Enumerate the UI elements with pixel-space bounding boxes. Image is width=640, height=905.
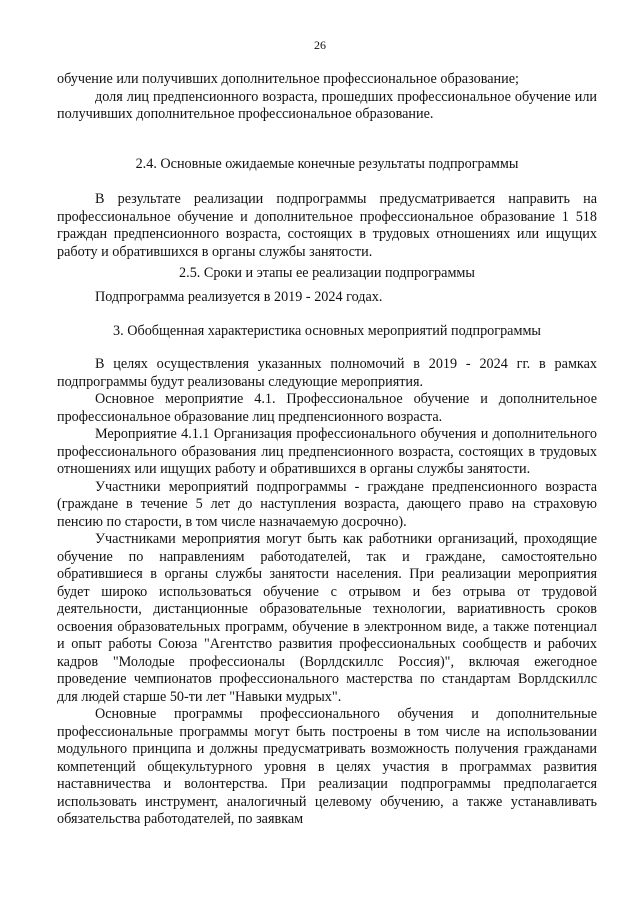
top-list [57, 71, 597, 124]
section-heading: 3. Обобщенная характеристика основных мероприятий подпрограммы [113, 323, 541, 339]
paragraph: В целях осуществления указанных полномочий в 2019 - 2024 гг. в рамках подпрограммы будут реализованы следующие мероприятия. [57, 356, 597, 390]
section-3-body [57, 356, 597, 829]
section-heading: 2.4. Основные ожидаемые конечные результаты подпрограммы [135, 156, 519, 172]
section-2-4-body [57, 191, 597, 261]
paragraph: Мероприятие 4.1.1 Организация профессионального обучения и дополнительного профессионального образования лиц предпенсионного возраста, состоящих в трудовых отношениях или ищущих работу и обратившихся в органы службы занятости. [57, 426, 597, 477]
section-3-heading-block [57, 323, 597, 341]
paragraph: Основные программы профессионального обучения и дополнительные профессиональные программы могут быть построены в том числе на использовании модульного принципа и должны предусматривать возможность получения гражданами компетенций общекультурного уровня в целях участия в программах развития наставничества и волонтерства. При реализации подпрограммы предполагается использовать инструмент, аналогичный целевому обучению, а также устанавливать обязательства работодателей, по заявкам [57, 706, 597, 827]
list-item: доля лиц предпенсионного возраста, прошедших профессиональное обучение или получивших дополнительное профессиональное образование. [57, 88, 597, 122]
section-heading: 2.5. Сроки и этапы ее реализации подпрограммы [179, 265, 475, 281]
page-number: 26 [314, 38, 326, 52]
paragraph: В результате реализации подпрограммы предусматривается направить на профессиональное обучение и дополнительное профессиональное образование 1 518 граждан предпенсионного возраста, состоящих в трудовых отношениях или ищущих работу и обратившихся в органы службы занятости. [57, 191, 597, 260]
paragraph: Участниками мероприятия могут быть как работники организаций, проходящие обучение по направлениям работодателей, так и граждане, самостоятельно обратившиеся в органы службы занятости населения. При реализации мероприятия будет широко использоваться обучение с отрывом и без отрыва от трудовой деятельности, дистанционные образовательные технологии, вариативность сроков освоения образовательных программ, обучение в электронном виде, а также потенциал и опыт работы Союза "Агентство развития профессиональных сообществ и рабочих кадров "Молодые профессионалы (Ворлдскиллс Россия)", включая ежегодное проведение чемпионатов профессионального мастерства по стандартам Ворлдскиллс для людей старше 50-ти лет "Навыки мудрых". [57, 531, 597, 705]
paragraph: Основное мероприятие 4.1. Профессиональное обучение и дополнительное профессиональное образование лиц предпенсионного возраста. [57, 391, 597, 425]
paragraph: Подпрограмма реализуется в 2019 - 2024 годах. [95, 288, 383, 305]
section-2-5 [57, 265, 597, 306]
paragraph: Участники мероприятий подпрограммы - граждане предпенсионного возраста (граждане в течение 5 лет до наступления возраста, дающего право на страховую пенсию по старости, в том числе назначаемую досрочно). [57, 478, 597, 530]
list-item-continuation: обучение или получивших дополнительное профессиональное образование; [57, 71, 519, 87]
section-2-4-heading-block [57, 156, 597, 174]
